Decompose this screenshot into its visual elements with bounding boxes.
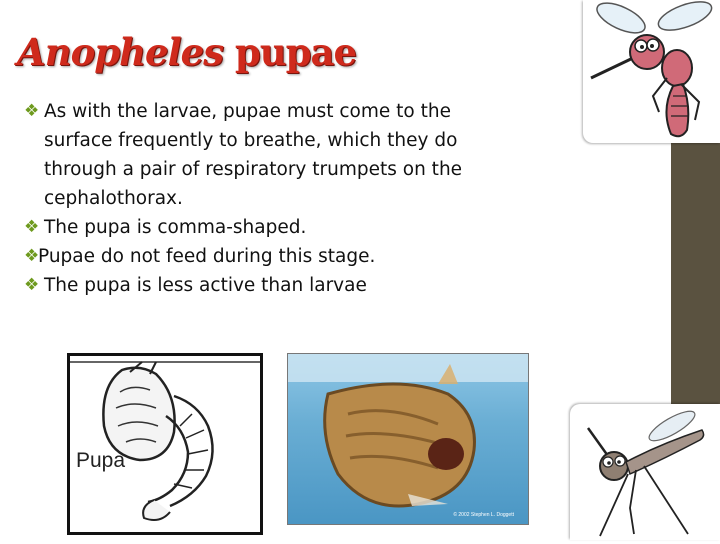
mosquito-icon [583,0,720,143]
diamond-cluster-icon: ❖ [24,217,40,237]
slide-title: Anopheles pupae [17,30,357,74]
pupa-photo [287,353,529,525]
mosquito-icon [570,404,720,540]
bullet-item: ❖ The pupa is comma-shaped. [34,213,554,242]
pupa-drawing-icon [70,356,260,532]
pupa-photo-icon [288,354,528,524]
photo-credit: © 2002 Stephen L. Doggett [453,512,514,518]
bullet-list [24,97,554,300]
bullet-item: ❖ Pupae do not feed during this stage. [34,242,554,271]
diamond-cluster-icon: ❖ [24,101,40,121]
cartoon-mosquito-image [570,404,720,540]
pupa-label: Pupa [76,449,126,472]
cartoon-mosquito-image [583,0,720,143]
diamond-cluster-icon: ❖ [24,246,40,266]
diamond-cluster-icon: ❖ [24,275,40,295]
bullet-item: ❖ The pupa is less active than larvae [34,271,554,300]
pupa-diagram [67,353,263,535]
bullet-item: ❖ As with the larvae, pupae must come to the surface frequently to breathe, which they do through a pair of respiratory trumpets on the cephalothorax. [34,97,554,213]
